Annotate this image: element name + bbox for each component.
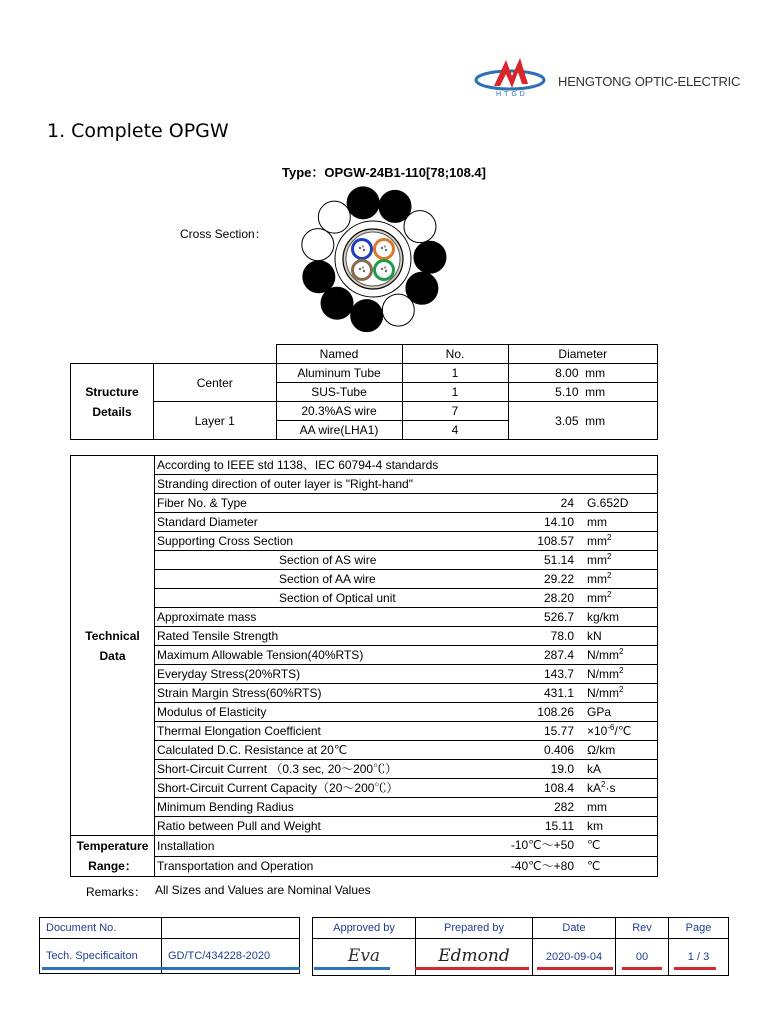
technical-row-cell [155,779,658,798]
row-value: 108.4 [543,781,574,795]
row-unit: G.652D [587,496,629,510]
table-row [71,798,658,817]
rev-value: 00 [616,939,669,976]
company-logo [472,54,552,98]
row-no: 4 [402,421,508,440]
row-label: Minimum Bending Radius [157,800,294,814]
technical-row-cell [155,760,658,779]
technical-row-cell [155,475,658,494]
row-label: Rated Tensile Strength [157,629,279,643]
structure-side-label: Structure Details [71,364,154,440]
technical-row-cell [155,513,658,532]
row-value: 15.77 [543,724,574,738]
row-value: 51.14 [543,553,574,567]
logo-mark-text: HTGD [496,91,528,98]
row-value: 19.0 [550,762,574,776]
page-label: Page [669,918,729,939]
row-label: Everyday Stress(20%RTS) [157,667,301,681]
as-wire-strand [303,261,335,293]
fiber-dot [362,266,364,268]
row-no: 1 [402,364,508,383]
fiber-dot [363,270,365,272]
aa-wire-strand [382,294,414,326]
footer-doc-table [39,917,300,974]
date-label: Date [533,918,616,939]
row-unit: $mm^2$ [587,571,612,586]
structure-table [70,344,658,440]
technical-row-cell [155,836,658,857]
approved-signature: Eva [313,939,416,976]
technical-row-cell [155,456,658,475]
as-wire-strand [347,187,379,219]
page-value: 1 / 3 [669,939,729,976]
table-row [71,475,658,494]
table-row [71,608,658,627]
row-no: 1 [402,383,508,402]
row-value: 0.406 [543,743,574,757]
table-row [71,532,658,551]
remarks-value: All Sizes and Values are Nominal Values [155,883,371,897]
fiber-unit [353,240,372,259]
fiber-dot [384,245,386,247]
row-unit: $N/mm^2$ [587,666,624,681]
table-row [71,817,658,836]
table-row [71,722,658,741]
aa-wire-strand [302,229,334,261]
row-value: 282 [553,800,574,814]
fiber-dot [381,268,383,270]
doc-no-label: Document No. [40,918,162,939]
as-wire-strand [351,300,383,332]
footer-accent-line [622,967,662,970]
row-label: Supporting Cross Section [157,534,294,548]
row-name: SUS-Tube [276,383,402,402]
row-value: 143.7 [543,667,574,681]
table-row [71,627,658,646]
cross-section-diagram [294,183,454,339]
table-row [71,741,658,760]
table-row [71,856,658,877]
row-unit: $mm^2$ [587,533,612,548]
footer-accent-line [162,967,300,970]
rev-label: Rev [616,918,669,939]
header-named: Named [276,345,402,364]
row-value: 108.57 [537,534,574,548]
table-row [71,494,658,513]
table-row [71,836,658,857]
fiber-dot [363,249,365,251]
row-value: 24 [560,496,574,510]
layer-label: Layer 1 [154,402,277,440]
row-unit: km [587,819,603,833]
row-unit: mm [587,515,607,529]
fiber-unit [375,261,394,280]
row-name: 20.3%AS wire [276,402,402,421]
technical-row-cell [155,798,658,817]
table-row [71,646,658,665]
row-value: -40℃～+80 [510,858,574,873]
row-value: 78.0 [550,629,574,643]
as-wire-strand [321,287,353,319]
fiber-dot [384,266,386,268]
table-row [71,589,658,608]
table-row [71,570,658,589]
technical-row-cell [155,570,658,589]
company-name: HENGTONG OPTIC-ELECTRIC [558,74,741,89]
row-unit: $N/mm^2$ [587,685,624,700]
technical-row-cell [155,551,658,570]
fiber-unit [375,240,394,259]
approved-label: Approved by [313,918,416,939]
technical-row-cell [155,627,658,646]
prepared-label: Prepared by [416,918,533,939]
row-no: 7 [402,402,508,421]
technical-row-cell [155,532,658,551]
table-row [71,760,658,779]
technical-row-cell [155,722,658,741]
row-label: Ratio between Pull and Weight [157,819,321,833]
section-title: 1. Complete OPGW [47,120,229,142]
technical-row-cell [155,665,658,684]
row-value: 108.26 [537,705,574,719]
row-label: Strain Margin Stress(60%RTS) [157,686,322,700]
row-diameter: 5.10 mm [508,383,658,402]
technical-row-cell [155,817,658,836]
technical-table [70,455,658,877]
row-value: 526.7 [543,610,574,624]
row-label: Modulus of Elasticity [157,705,267,719]
fiber-dot [362,245,364,247]
fiber-unit [353,261,372,280]
technical-row-cell [155,646,658,665]
row-name: Aluminum Tube [276,364,402,383]
row-label: Installation [157,838,215,853]
row-value: -10℃～+50 [510,838,574,852]
row-unit: $N/mm^2$ [587,647,624,662]
center-label: Center [154,364,277,402]
table-row [71,456,658,475]
technical-row-cell [155,856,658,877]
row-label: Section of Optical unit [279,591,396,605]
fiber-dot [359,268,361,270]
cable-type: Type：OPGW-24B1-110[78;108.4] [282,165,486,180]
table-row [71,665,658,684]
row-label: Stranding direction of outer layer is "Right-hand" [157,477,413,491]
temperature-side-label: Temperature Range： [71,836,155,877]
row-value: 29.22 [543,572,574,586]
footer-accent-line [42,967,162,970]
table-row [71,779,658,798]
row-label: Approximate mass [157,610,257,624]
fiber-dot [359,247,361,249]
row-label: Maximum Allowable Tension(40%RTS) [157,648,364,662]
row-label: Short-Circuit Current （0.3 sec, 20～200℃） [157,762,398,776]
row-unit: kg/km [587,610,620,624]
row-label: Transportation and Operation [157,859,314,874]
row-unit: ℃ [587,838,601,852]
row-unit: $mm^2$ [587,590,612,605]
as-wire-strand [414,241,446,273]
footer-accent-line [415,967,529,970]
header-no: No. [402,345,508,364]
technical-row-cell [155,589,658,608]
doc-no-blank [162,918,300,939]
fiber-dot [381,247,383,249]
row-value: 28.20 [543,591,574,605]
row-value: 431.1 [543,686,574,700]
row-unit: ℃ [587,858,601,873]
row-label: Section of AA wire [279,572,376,586]
footer-accent-line [314,967,390,970]
table-row [71,703,658,722]
header-diameter: Diameter [508,345,658,364]
row-unit: kN [587,629,602,643]
sus-tube [346,232,400,286]
row-label: Short-Circuit Current Capacity（20～200℃） [157,781,399,795]
technical-row-cell [155,741,658,760]
row-value: 14.10 [543,515,574,529]
row-value: 287.4 [543,648,574,662]
row-label: Calculated D.C. Resistance at 20℃ [157,743,348,757]
row-name: AA wire(LHA1) [276,421,402,440]
aa-wire-strand [318,201,350,233]
row-unit: $\times 10^{-6}/℃$ [587,723,632,738]
row-diameter: 3.05 mm [508,402,658,440]
row-label: According to IEEE std 1138、IEC 60794-4 standards [157,458,439,472]
cross-section-label: Cross Section： [180,227,267,241]
table-row [71,513,658,532]
row-unit: $mm^2$ [587,552,612,567]
row-unit: kA [587,762,602,776]
aa-wire-strand [404,211,436,243]
fiber-dot [385,249,387,251]
row-diameter: 8.00 mm [508,364,658,383]
row-unit: Ω/km [587,743,616,757]
prepared-signature: Edmond [416,939,533,976]
table-row [71,551,658,570]
doc-no: GD/TC/434228-2020 [162,939,300,974]
row-label: Thermal Elongation Coefficient [157,724,321,738]
footer-accent-line [674,967,716,970]
technical-side-label: Technical Data [71,456,155,836]
footer-accent-line [537,967,613,970]
row-label: Standard Diameter [157,515,258,529]
doc-type: Tech. Specificaiton [40,939,162,974]
row-unit: mm [587,800,607,814]
row-label: Section of AS wire [279,553,377,567]
remarks-label: Remarks： [86,885,147,899]
row-label: Fiber No. & Type [157,496,247,510]
table-row [71,684,658,703]
row-unit: $kA^2\cdot s$ [587,780,616,795]
technical-row-cell [155,703,658,722]
technical-row-cell [155,684,658,703]
row-value: 15.11 [544,819,574,833]
fiber-dot [385,270,387,272]
row-unit: GPa [587,705,612,719]
date-value: 2020-09-04 [533,939,616,976]
technical-row-cell [155,608,658,627]
technical-row-cell [155,494,658,513]
